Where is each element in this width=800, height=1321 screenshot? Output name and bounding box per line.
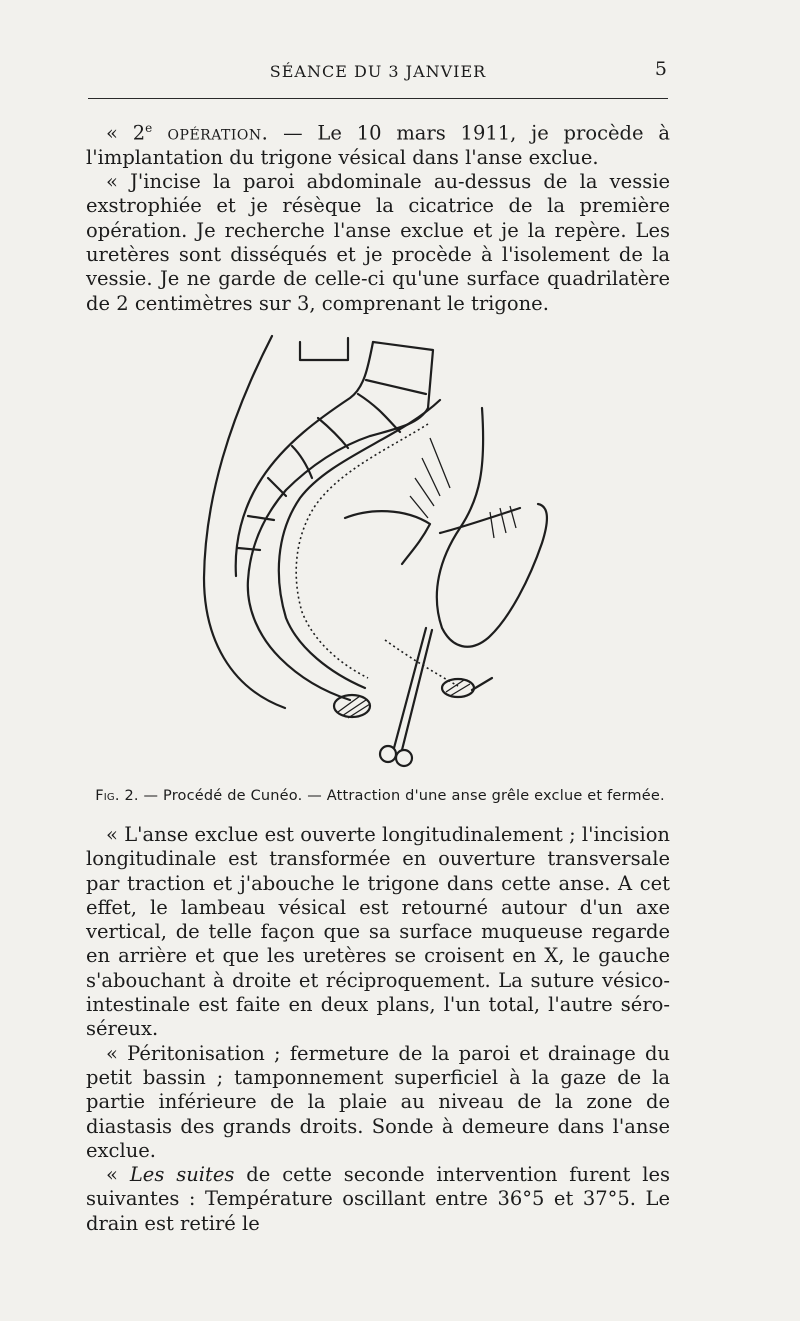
intestinal-loop-inner bbox=[440, 508, 520, 533]
text-block-bottom bbox=[86, 823, 670, 1236]
vertebra-line-3 bbox=[318, 418, 348, 448]
anatomical-figure bbox=[190, 328, 570, 778]
paragraph-incision: « J'incise la paroi abdominale au-dessus de la vessie exstrophiée et je résèque la cicatrice de la première opération. Je recherche l'anse exclue et je la repère. Les uretères sont disséqués et je procède à l'isolement de la vessie. Je ne garde de celle-ci qu'une surface quadrilatère de 2 centimètres sur 3, comprenant le trigone. bbox=[86, 170, 670, 315]
rectum-wall bbox=[279, 400, 440, 688]
vertebra-line-5 bbox=[268, 478, 286, 496]
posterior-wall-outline bbox=[204, 336, 285, 708]
sacrum-outline bbox=[248, 342, 433, 700]
figure-caption-label: Fig. 2. bbox=[95, 788, 139, 804]
forceps-shaft-2 bbox=[402, 630, 432, 750]
anal-opening bbox=[334, 695, 370, 717]
vertebra-line-7 bbox=[238, 548, 260, 550]
paragraph-loop-opening: « L'anse exclue est ouverte longitudinalement ; l'incision longitudinale est transformée en ouverture transversale par traction et j'abouche le trigone dans cette anse. A cet effet, le lambeau vésical est retourné autour d'un axe vertical, de telle façon que sa surface muqueuse regarde en arrière et que les uretères se croisent en X, le gauche s'abouchant à droite et réciproquement. La suture vésico-intestinale est faite en deux plans, l'un total, l'autre séro-séreux. bbox=[86, 823, 670, 1041]
vertebra-line-1 bbox=[366, 380, 426, 394]
figure-drawing bbox=[190, 328, 570, 778]
running-head-title: SÉANCE DU 3 JANVIER bbox=[269, 62, 487, 81]
forceps-ring-left bbox=[380, 746, 396, 762]
forceps-shaft bbox=[394, 628, 426, 748]
peritoneal-line bbox=[296, 424, 428, 678]
vertebra-line-6 bbox=[248, 516, 274, 520]
figure-caption bbox=[80, 788, 680, 804]
forceps-ring-right bbox=[396, 750, 412, 766]
paragraph-peritonisation: « Péritonisation ; fermeture de la paroi et drainage du petit bassin ; tamponnement superficiel à la gaze de la partie inférieure de la plaie au niveau de la zone de diastasis des grands droits. Sonde à demeure dans l'anse exclue. bbox=[86, 1041, 670, 1162]
vertebra-line-4 bbox=[292, 446, 312, 478]
loop-end-stroke bbox=[472, 678, 492, 690]
vertebra-line-2 bbox=[358, 394, 400, 432]
loop-end-oval bbox=[442, 679, 474, 697]
figure-caption-text: — Procédé de Cunéo. — Attraction d'une anse grêle exclue et fermée. bbox=[138, 788, 665, 804]
abdominal-wall-cut bbox=[300, 338, 348, 360]
text-block-top bbox=[86, 116, 670, 316]
bladder-segment bbox=[345, 511, 430, 564]
paragraph-suites: « Les suites de cette seconde intervention furent les suivantes : Température oscillant entre 36°5 et 37°5. Le drain est retiré le bbox=[86, 1163, 670, 1235]
page-number: 5 bbox=[654, 58, 668, 80]
running-head bbox=[88, 58, 668, 86]
loop-end-hatch bbox=[446, 680, 470, 696]
paragraph-second-operation: « 2e opération. — Le 10 mars 1911, je procède à l'implantation du trigone vésical dans l'anse exclue. bbox=[86, 121, 670, 169]
header-rule bbox=[88, 98, 668, 99]
